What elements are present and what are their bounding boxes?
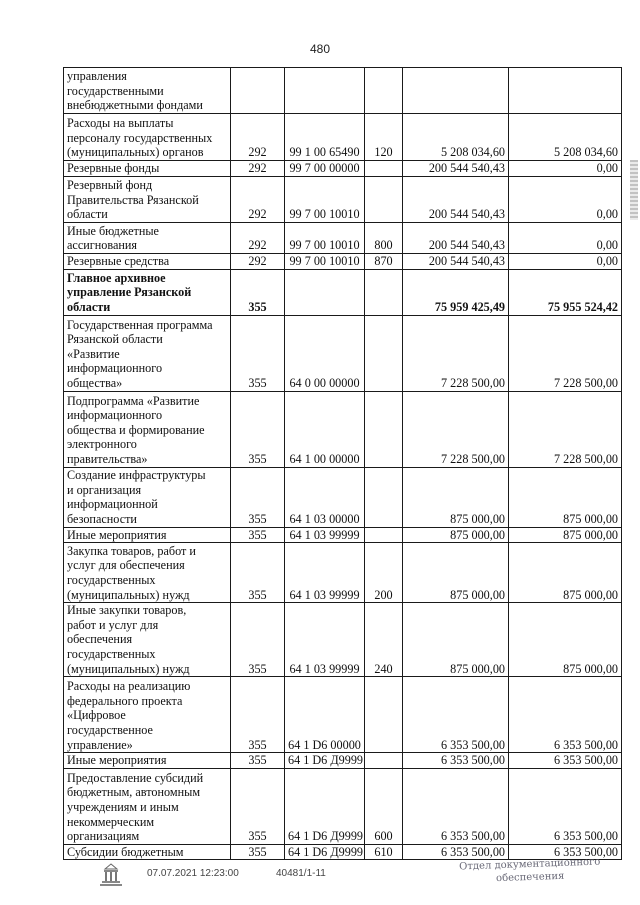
row-vr-cell: 240 xyxy=(365,603,403,677)
row-csr-cell xyxy=(285,68,365,114)
row-vr-cell xyxy=(365,68,403,114)
row-name-cell: Расходы на реализацию федерального проекта «Цифровое государственное управление» xyxy=(64,677,231,753)
table-row xyxy=(64,223,622,254)
scan-margin-mark xyxy=(630,160,638,220)
table-row xyxy=(64,391,622,467)
row-amount-1-cell xyxy=(403,68,509,114)
row-amount-2-cell: 6 353 500,00 xyxy=(509,753,622,769)
row-csr-cell xyxy=(285,269,365,315)
row-vr-cell xyxy=(365,753,403,769)
row-code-cell: 355 xyxy=(231,467,285,527)
row-code-cell: 355 xyxy=(231,753,285,769)
row-code-cell: 355 xyxy=(231,391,285,467)
row-name-cell: Закупка товаров, работ и услуг для обеспечения государственных (муниципальных) нужд xyxy=(64,543,231,603)
row-code-cell: 355 xyxy=(231,603,285,677)
row-amount-1-cell: 6 353 500,00 xyxy=(403,768,509,844)
row-code-cell: 355 xyxy=(231,527,285,543)
row-name-cell: Резервный фонд Правительства Рязанской области xyxy=(64,177,231,223)
row-amount-2-cell: 75 955 524,42 xyxy=(509,269,622,315)
row-amount-1-cell: 6 353 500,00 xyxy=(403,677,509,753)
row-vr-cell: 800 xyxy=(365,223,403,254)
row-amount-1-cell: 200 544 540,43 xyxy=(403,177,509,223)
row-amount-2-cell: 0,00 xyxy=(509,254,622,270)
row-code-cell: 355 xyxy=(231,269,285,315)
footer-doc-number: 40481/1-11 xyxy=(276,868,326,879)
row-vr-cell xyxy=(365,269,403,315)
row-vr-cell xyxy=(365,177,403,223)
row-code-cell: 355 xyxy=(231,543,285,603)
row-amount-1-cell: 875 000,00 xyxy=(403,527,509,543)
row-amount-1-cell: 7 228 500,00 xyxy=(403,391,509,467)
row-vr-cell xyxy=(365,527,403,543)
row-vr-cell: 200 xyxy=(365,543,403,603)
row-amount-1-cell: 6 353 500,00 xyxy=(403,844,509,860)
row-code-cell xyxy=(231,68,285,114)
row-name-cell: Расходы на выплаты персоналу государственных (муниципальных) органов xyxy=(64,114,231,161)
table-row xyxy=(64,677,622,753)
row-csr-cell: 99 7 00 10010 xyxy=(285,223,365,254)
row-csr-cell: 64 1 D6 Д9999 xyxy=(285,768,365,844)
row-csr-cell: 64 1 03 99999 xyxy=(285,603,365,677)
row-amount-1-cell: 875 000,00 xyxy=(403,467,509,527)
row-amount-2-cell: 6 353 500,00 xyxy=(509,768,622,844)
row-amount-2-cell: 6 353 500,00 xyxy=(509,844,622,860)
row-csr-cell: 99 7 00 10010 xyxy=(285,254,365,270)
row-vr-cell xyxy=(365,391,403,467)
row-vr-cell xyxy=(365,161,403,177)
row-amount-2-cell: 0,00 xyxy=(509,177,622,223)
row-amount-1-cell: 200 544 540,43 xyxy=(403,223,509,254)
footer-datetime: 07.07.2021 12:23:00 xyxy=(147,868,239,879)
row-csr-cell: 64 1 D6 00000 xyxy=(285,677,365,753)
stamp-line-1: Отдел документационного xyxy=(458,856,601,873)
row-name-cell: Резервные фонды xyxy=(64,161,231,177)
row-name-cell: Главное архивное управление Рязанской области xyxy=(64,269,231,315)
budget-table-body xyxy=(64,68,622,860)
table-row xyxy=(64,315,622,391)
row-csr-cell: 64 1 D6 Д9999 xyxy=(285,844,365,860)
row-amount-1-cell: 200 544 540,43 xyxy=(403,161,509,177)
budget-table xyxy=(63,67,622,860)
row-code-cell: 292 xyxy=(231,254,285,270)
table-row xyxy=(64,467,622,527)
row-name-cell: Субсидии бюджетным xyxy=(64,844,231,860)
row-vr-cell: 600 xyxy=(365,768,403,844)
row-vr-cell xyxy=(365,467,403,527)
row-csr-cell: 64 1 03 99999 xyxy=(285,527,365,543)
row-vr-cell: 870 xyxy=(365,254,403,270)
row-amount-2-cell: 0,00 xyxy=(509,223,622,254)
regional-emblem-icon xyxy=(97,862,125,888)
row-csr-cell: 99 7 00 00000 xyxy=(285,161,365,177)
table-row xyxy=(64,114,622,161)
table-row xyxy=(64,68,622,114)
table-row xyxy=(64,603,622,677)
row-csr-cell: 64 1 03 00000 xyxy=(285,467,365,527)
row-amount-2-cell: 875 000,00 xyxy=(509,527,622,543)
row-csr-cell: 99 1 00 65490 xyxy=(285,114,365,161)
row-csr-cell: 64 1 00 00000 xyxy=(285,391,365,467)
row-csr-cell: 64 1 03 99999 xyxy=(285,543,365,603)
row-name-cell: Иные закупки товаров, работ и услуг для обеспечения государственных (муниципальных) нужд xyxy=(64,603,231,677)
row-name-cell: управления государственными внебюджетными фондами xyxy=(64,68,231,114)
table-row xyxy=(64,177,622,223)
row-amount-1-cell: 6 353 500,00 xyxy=(403,753,509,769)
row-name-cell: Резервные средства xyxy=(64,254,231,270)
row-name-cell: Иные бюджетные ассигнования xyxy=(64,223,231,254)
table-row xyxy=(64,768,622,844)
row-csr-cell: 99 7 00 10010 xyxy=(285,177,365,223)
row-code-cell: 292 xyxy=(231,114,285,161)
table-row xyxy=(64,543,622,603)
row-vr-cell xyxy=(365,677,403,753)
row-amount-2-cell xyxy=(509,68,622,114)
table-row xyxy=(64,161,622,177)
row-amount-2-cell: 0,00 xyxy=(509,161,622,177)
row-amount-1-cell: 5 208 034,60 xyxy=(403,114,509,161)
row-name-cell: Иные мероприятия xyxy=(64,753,231,769)
row-name-cell: Подпрограмма «Развитие информационного общества и формирование электронного правительства» xyxy=(64,391,231,467)
row-name-cell: Государственная программа Рязанской области «Развитие информационного общества» xyxy=(64,315,231,391)
row-vr-cell xyxy=(365,315,403,391)
table-row xyxy=(64,753,622,769)
page-number: 480 xyxy=(309,42,331,56)
row-amount-1-cell: 75 959 425,49 xyxy=(403,269,509,315)
row-csr-cell: 64 0 00 00000 xyxy=(285,315,365,391)
table-row xyxy=(64,527,622,543)
row-amount-2-cell: 6 353 500,00 xyxy=(509,677,622,753)
row-name-cell: Иные мероприятия xyxy=(64,527,231,543)
stamp-line-2: обеспечения xyxy=(495,870,565,885)
row-amount-2-cell: 5 208 034,60 xyxy=(509,114,622,161)
row-amount-1-cell: 7 228 500,00 xyxy=(403,315,509,391)
row-amount-2-cell: 875 000,00 xyxy=(509,467,622,527)
row-amount-1-cell: 875 000,00 xyxy=(403,603,509,677)
row-code-cell: 292 xyxy=(231,161,285,177)
row-csr-cell: 64 1 D6 Д9999 xyxy=(285,753,365,769)
row-amount-2-cell: 7 228 500,00 xyxy=(509,315,622,391)
table-row xyxy=(64,269,622,315)
row-code-cell: 292 xyxy=(231,223,285,254)
row-amount-2-cell: 875 000,00 xyxy=(509,603,622,677)
row-code-cell: 355 xyxy=(231,768,285,844)
row-amount-1-cell: 200 544 540,43 xyxy=(403,254,509,270)
row-amount-2-cell: 875 000,00 xyxy=(509,543,622,603)
row-code-cell: 292 xyxy=(231,177,285,223)
table-row xyxy=(64,254,622,270)
row-vr-cell: 120 xyxy=(365,114,403,161)
row-vr-cell: 610 xyxy=(365,844,403,860)
row-code-cell: 355 xyxy=(231,844,285,860)
row-amount-1-cell: 875 000,00 xyxy=(403,543,509,603)
row-code-cell: 355 xyxy=(231,677,285,753)
row-code-cell: 355 xyxy=(231,315,285,391)
row-name-cell: Создание инфраструктуры и организация информационной безопасности xyxy=(64,467,231,527)
row-name-cell: Предоставление субсидий бюджетным, автономным учреждениям и иным некоммерческим организациям xyxy=(64,768,231,844)
row-amount-2-cell: 7 228 500,00 xyxy=(509,391,622,467)
